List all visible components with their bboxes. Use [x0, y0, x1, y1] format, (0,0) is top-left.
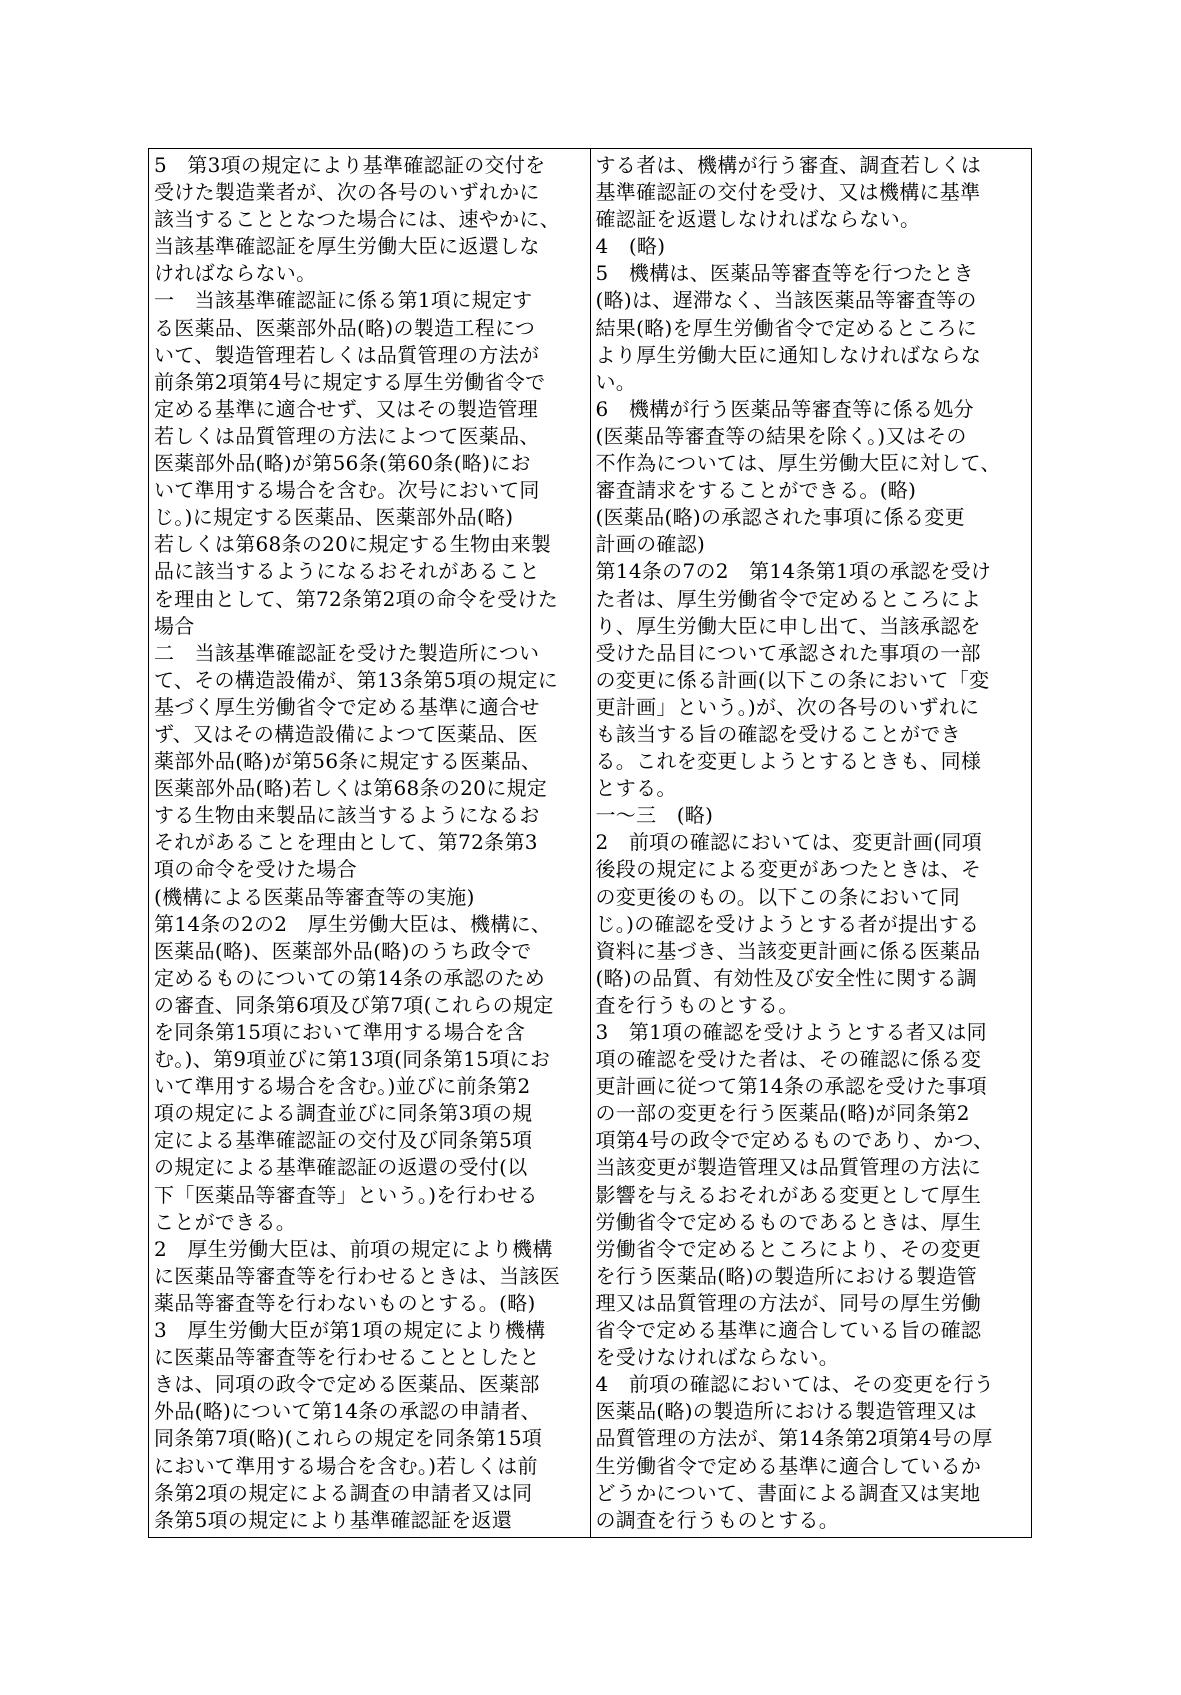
- text-line: 理又は品質管理の方法が、同号の厚生労働: [595, 1290, 982, 1315]
- right-column: [590, 149, 1032, 1538]
- text-line: 項第4号の政令で定めるものであり、かつ、: [595, 1128, 994, 1153]
- text-line: 場合: [154, 613, 195, 638]
- left-column: [149, 149, 591, 1538]
- text-line: い。: [595, 369, 637, 394]
- text-line: 資料に基づき、当該変更計画に係る医薬品: [595, 938, 981, 963]
- text-line: 若しくは第68条の20に規定する生物由来製: [154, 532, 552, 557]
- text-line: 労働省令で定めるところにより、その変更: [595, 1236, 982, 1261]
- text-line: 2 前項の確認においては、変更計画(同項: [595, 830, 983, 855]
- text-line: において準用する場合を含む。)若しくは前: [154, 1453, 538, 1478]
- text-line: を行う医薬品(略)の製造所における製造管: [595, 1263, 978, 1288]
- text-line: どうかについて、書面による調査又は実地: [595, 1480, 981, 1505]
- text-line: 基づく厚生労働省令で定める基準に適合せ: [154, 694, 540, 719]
- text-line: 5 機構は、医薬品等審査等を行つたとき: [595, 261, 974, 286]
- text-line: て、その構造設備が、第13条第5項の規定に: [154, 667, 559, 692]
- text-line: 第14条の7の2 第14条第1項の承認を受け: [595, 559, 992, 584]
- text-line: も該当する旨の確認を受けることができ: [595, 721, 961, 746]
- text-line: 項の確認を受けた者は、その確認に係る変: [595, 1047, 982, 1072]
- text-line: きは、同項の政令で定める医薬品、医薬部: [154, 1372, 540, 1397]
- text-line: 医薬部外品(略)若しくは第68条の20に規定: [154, 776, 548, 801]
- text-line: 受けた製造業者が、次の各号のいずれかに: [154, 180, 540, 205]
- text-line: 省令で定める基準に適合している旨の確認: [595, 1318, 982, 1343]
- text-line: を受けなければならない。: [595, 1345, 840, 1370]
- text-line: 5 第3項の規定により基準確認証の交付を: [154, 153, 546, 177]
- text-line: 一 当該基準確認証に係る第1項に規定す: [154, 288, 533, 313]
- text-line: 品に該当するようになるおそれがあること: [154, 559, 540, 584]
- text-line: 基準確認証の交付を受け、又は機構に基準: [595, 180, 981, 205]
- text-line: た者は、厚生労働省令で定めるところによ: [595, 586, 982, 611]
- text-line: それがあることを理由として、第72条第3: [154, 830, 538, 855]
- text-line: る医薬品、医薬部外品(略)の製造工程につ: [154, 315, 536, 340]
- text-line: 審査請求をすることができる。(略): [595, 478, 917, 503]
- text-line: する者は、機構が行う審査、調査若しくは: [595, 153, 982, 177]
- text-line: より厚生労働大臣に通知しなければならな: [595, 342, 982, 367]
- text-line: 定める基準に適合せず、又はその製造管理: [154, 396, 539, 421]
- text-line: の変更後のもの。以下この条において同: [595, 884, 961, 909]
- text-line: いて、製造管理若しくは品質管理の方法が: [154, 342, 540, 367]
- text-line: 若しくは品質管理の方法によつて医薬品、: [154, 423, 540, 448]
- text-line: 同条第7項(略)(これらの規定を同条第15項: [154, 1426, 543, 1451]
- text-line: 4 前項の確認においては、その変更を行う: [595, 1372, 995, 1397]
- text-line: 査を行うものとする。: [595, 992, 799, 1017]
- text-line: とする。: [595, 776, 677, 801]
- document-table: [148, 148, 1032, 1538]
- text-line: 外品(略)について第14条の承認の申請者、: [154, 1399, 541, 1424]
- text-line: (略)は、遅滞なく、当該医薬品等審査等の: [595, 288, 977, 313]
- text-line: 影響を与えるおそれがある変更として厚生: [595, 1182, 982, 1207]
- text-line: の調査を行うものとする。: [595, 1507, 840, 1532]
- text-line: 計画の確認): [595, 532, 706, 557]
- text-line: 6 機構が行う医薬品等審査等に係る処分: [595, 396, 974, 421]
- text-line: 確認証を返還しなければならない。: [595, 207, 921, 232]
- text-line: 更計画に従つて第14条の承認を受けた事項: [595, 1074, 987, 1099]
- text-line: (医薬品等審査等の結果を除く。)又はその: [595, 423, 967, 448]
- text-line: 一～三 (略): [595, 803, 714, 828]
- text-line: り、厚生労働大臣に申し出て、当該承認を: [595, 613, 981, 638]
- text-line: に医薬品等審査等を行わせるときは、当該医: [154, 1263, 560, 1288]
- text-line: 当該変更が製造管理又は品質管理の方法に: [595, 1155, 982, 1180]
- text-line: いて準用する場合を含む。次号において同: [154, 478, 540, 503]
- text-line: 第14条の2の2 厚生労働大臣は、機構に、: [154, 911, 552, 936]
- text-line: 条第5項の規定により基準確認証を返還: [154, 1507, 513, 1532]
- text-line: 定による基準確認証の交付及び同条第5項: [154, 1128, 533, 1153]
- text-line: の一部の変更を行う医薬品(略)が同条第2: [595, 1101, 970, 1126]
- text-line: する生物由来製品に該当するようになるお: [154, 803, 540, 828]
- text-line: の審査、同条第6項及び第7項(これらの規定: [154, 992, 554, 1017]
- text-line: 定めるものについての第14条の承認のため: [154, 965, 546, 990]
- text-line: 3 厚生労働大臣が第1項の規定により機構: [154, 1318, 546, 1343]
- text-line: 4 (略): [595, 234, 666, 259]
- text-line: ことができる。: [154, 1209, 297, 1234]
- text-line: 項の命令を受けた場合: [154, 857, 357, 882]
- text-line: 労働省令で定めるものであるときは、厚生: [595, 1209, 982, 1234]
- text-line: 条第2項の規定による調査の申請者又は同: [154, 1480, 533, 1505]
- table-row: [149, 149, 1032, 1538]
- text-line: 生労働省令で定める基準に適合しているか: [595, 1453, 982, 1478]
- text-line: 項の規定による調査並びに同条第3項の規: [154, 1101, 533, 1126]
- text-line: 2 厚生労働大臣は、前項の規定により機構: [154, 1236, 553, 1261]
- text-line: いて準用する場合を含む。)並びに前条第2: [154, 1074, 531, 1099]
- text-line: 不作為については、厚生労働大臣に対して、: [595, 451, 1001, 476]
- text-line: に医薬品等審査等を行わせることとしたと: [154, 1345, 540, 1370]
- text-line: 医薬品(略)の製造所における製造管理又は: [595, 1399, 978, 1424]
- text-line: 薬品等審査等を行わないものとする。(略): [154, 1290, 536, 1315]
- text-line: 二 当該基準確認証を受けた製造所につい: [154, 640, 540, 665]
- text-line: (機構による医薬品等審査等の実施): [154, 884, 475, 909]
- text-line: 品質管理の方法が、第14条第2項第4号の厚: [595, 1426, 993, 1451]
- text-line: を同条第15項において準用する場合を含: [154, 1020, 526, 1044]
- text-line: 医薬部外品(略)が第56条(第60条(略)にお: [154, 451, 531, 476]
- text-line: 3 第1項の確認を受けようとする者又は同: [595, 1020, 987, 1044]
- text-line: じ。)に規定する医薬品、医薬部外品(略): [154, 505, 514, 530]
- text-line: 医薬品(略)、医薬部外品(略)のうち政令で: [154, 938, 532, 963]
- text-line: 該当することとなつた場合には、速やかに、: [154, 207, 560, 232]
- text-line: (医薬品(略)の承認された事項に係る変更: [595, 505, 965, 530]
- text-line: 更計画」という。)が、次の各号のいずれに: [595, 694, 980, 719]
- text-line: 前条第2項第4号に規定する厚生労働省令で: [154, 369, 546, 394]
- text-line: ず、又はその構造設備によつて医薬品、医: [154, 721, 539, 746]
- text-line: じ。)の確認を受けようとする者が提出する: [595, 911, 980, 936]
- text-line: 下「医薬品等審査等」という。)を行わせる: [154, 1182, 538, 1207]
- text-line: を理由として、第72条第2項の命令を受けた: [154, 586, 559, 611]
- text-line: 結果(略)を厚生労働省令で定めるところに: [595, 315, 978, 340]
- text-line: む。)、第9項並びに第13項(同条第15項にお: [154, 1047, 551, 1072]
- text-line: 後段の規定による変更があつたときは、そ: [595, 857, 982, 882]
- text-line: の規定による基準確認証の返還の受付(以: [154, 1155, 528, 1180]
- text-line: 当該基準確認証を厚生労働大臣に返還しな: [154, 234, 540, 259]
- text-line: (略)の品質、有効性及び安全性に関する調: [595, 965, 978, 990]
- text-line: 薬部外品(略)が第56条に規定する医薬品、: [154, 749, 542, 774]
- text-line: ければならない。: [154, 261, 317, 286]
- text-line: 受けた品目について承認された事項の一部: [595, 640, 981, 665]
- text-line: の変更に係る計画(以下この条において「変: [595, 667, 990, 692]
- text-line: る。これを変更しようとするときも、同様: [595, 749, 982, 774]
